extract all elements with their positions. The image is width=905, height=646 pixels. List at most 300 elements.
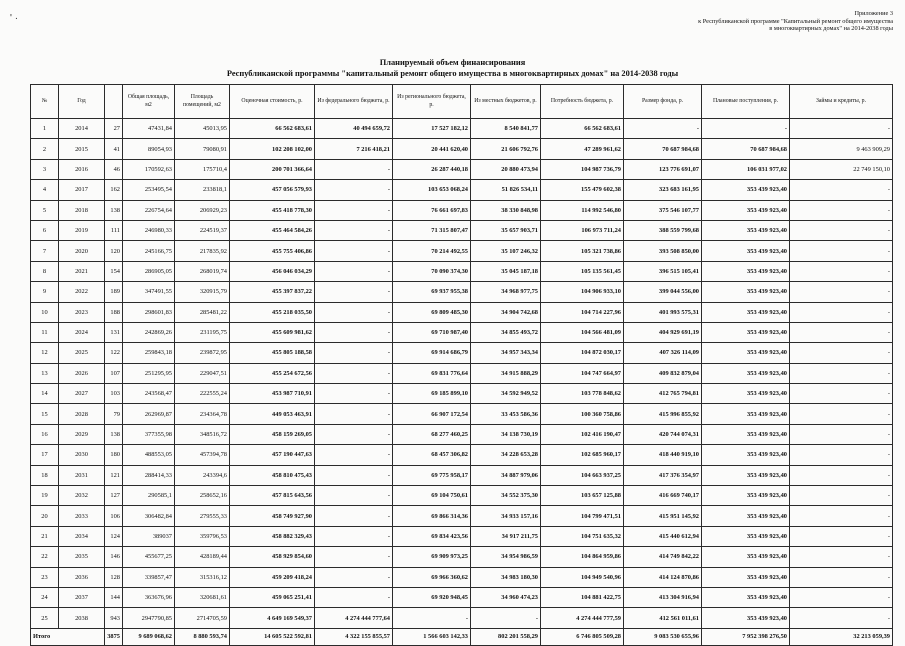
table-cell: 105 321 738,86 <box>541 241 624 261</box>
table-cell: 420 744 074,31 <box>624 424 702 444</box>
table-cell: 2027 <box>59 384 105 404</box>
table-cell: 106 031 977,02 <box>702 159 790 179</box>
table-cell: 121 <box>105 465 123 485</box>
table-cell: 69 834 423,56 <box>393 526 471 546</box>
table-cell: 104 881 422,75 <box>541 587 624 607</box>
table-cell: 138 <box>105 424 123 444</box>
table-cell: 393 508 850,00 <box>624 241 702 261</box>
header-cell: Размер фонда, р. <box>624 85 702 119</box>
table-row <box>31 261 893 281</box>
table-cell: 401 993 575,31 <box>624 302 702 322</box>
table-cell: 105 135 561,45 <box>541 261 624 281</box>
table-cell: 9 <box>31 282 59 302</box>
table-cell: 144 <box>105 587 123 607</box>
table-cell: 22 749 150,10 <box>790 159 893 179</box>
table-cell: 34 855 493,72 <box>471 322 541 342</box>
table-cell: - <box>702 119 790 139</box>
table-cell: 226754,64 <box>123 200 175 220</box>
table-cell: 388 559 799,68 <box>624 220 702 240</box>
table-cell: 2035 <box>59 547 105 567</box>
table-cell: - <box>790 200 893 220</box>
table-cell: - <box>315 220 393 240</box>
table-cell: 7 216 418,21 <box>315 139 393 159</box>
total-cell: 9 689 068,62 <box>123 628 175 645</box>
table-cell: 2024 <box>59 322 105 342</box>
table-cell: 222555,24 <box>175 384 230 404</box>
table-cell: 69 710 987,40 <box>393 322 471 342</box>
table-cell: 103 653 068,24 <box>393 180 471 200</box>
table-cell: 106 973 711,24 <box>541 220 624 240</box>
table-cell: - <box>315 384 393 404</box>
table-cell: 21 <box>31 526 59 546</box>
table-cell: 1 <box>31 119 59 139</box>
table-cell: - <box>315 343 393 363</box>
table-cell: 104 566 481,09 <box>541 322 624 342</box>
table-cell: 41 <box>105 139 123 159</box>
appendix-note <box>613 10 893 33</box>
table-cell: - <box>790 567 893 587</box>
table-cell: 34 954 986,59 <box>471 547 541 567</box>
table-cell: 4 274 444 777,64 <box>315 608 393 628</box>
table-cell: - <box>790 261 893 281</box>
table-cell: - <box>790 608 893 628</box>
table-cell: 409 832 879,04 <box>624 363 702 383</box>
table-cell: 458 882 329,43 <box>230 526 315 546</box>
table-cell: - <box>790 465 893 485</box>
table-cell: 104 872 030,17 <box>541 343 624 363</box>
table-cell: - <box>790 119 893 139</box>
table-cell: - <box>790 322 893 342</box>
table-row <box>31 343 893 363</box>
table-cell: 102 208 102,00 <box>230 139 315 159</box>
table-cell: 107 <box>105 363 123 383</box>
table-cell: 458 810 475,43 <box>230 465 315 485</box>
table-cell: 2019 <box>59 220 105 240</box>
table-cell: 189 <box>105 282 123 302</box>
table-cell: 353 439 923,40 <box>702 322 790 342</box>
table-cell: 455 609 981,62 <box>230 322 315 342</box>
table-cell: 353 439 923,40 <box>702 404 790 424</box>
table-cell: 268019,74 <box>175 261 230 281</box>
table-cell: - <box>790 486 893 506</box>
table-cell: 353 439 923,40 <box>702 180 790 200</box>
table-cell: 114 992 546,80 <box>541 200 624 220</box>
table-cell: 353 439 923,40 <box>702 608 790 628</box>
table-cell: 2033 <box>59 506 105 526</box>
table-body <box>31 119 893 646</box>
table-row <box>31 445 893 465</box>
table-cell: 2023 <box>59 302 105 322</box>
table-cell: 34 915 888,29 <box>471 363 541 383</box>
total-cell: 8 880 593,74 <box>175 628 230 645</box>
table-cell: 315316,12 <box>175 567 230 587</box>
table-cell: 224519,37 <box>175 220 230 240</box>
table-cell: 488553,05 <box>123 445 175 465</box>
table-cell: - <box>315 404 393 424</box>
total-cell: 14 605 522 592,81 <box>230 628 315 645</box>
table-cell: 35 107 246,32 <box>471 241 541 261</box>
table-row <box>31 608 893 628</box>
table-cell: 111 <box>105 220 123 240</box>
table-cell: 2016 <box>59 159 105 179</box>
table-row <box>31 526 893 546</box>
table-cell: 17 <box>31 445 59 465</box>
title-line-2: Республиканской программы "капитальный ремонт общего имущества в многоквартирных домах" на 2014-2038 годы <box>226 68 679 78</box>
financing-table <box>30 84 893 646</box>
table-cell: 8 540 841,77 <box>471 119 541 139</box>
table-cell: 417 376 354,97 <box>624 465 702 485</box>
table-cell: 413 304 916,94 <box>624 587 702 607</box>
table-cell: 217835,92 <box>175 241 230 261</box>
table-cell: 279555,33 <box>175 506 230 526</box>
table-cell: 35 045 187,18 <box>471 261 541 281</box>
table-cell: 146 <box>105 547 123 567</box>
table-cell: 34 904 742,68 <box>471 302 541 322</box>
table-cell: 102 416 190,47 <box>541 424 624 444</box>
table-cell: 2028 <box>59 404 105 424</box>
table-cell: 414 124 870,86 <box>624 567 702 587</box>
table-cell: 5 <box>31 200 59 220</box>
table-cell: 69 831 776,64 <box>393 363 471 383</box>
table-cell: 2032 <box>59 486 105 506</box>
table-cell: 396 515 105,41 <box>624 261 702 281</box>
table-cell: 9 463 909,29 <box>790 139 893 159</box>
table-cell: 34 933 157,16 <box>471 506 541 526</box>
header-cell: № <box>31 85 59 119</box>
table-cell: - <box>790 220 893 240</box>
table-cell: 428189,44 <box>175 547 230 567</box>
table-row <box>31 486 893 506</box>
table-cell: 320915,79 <box>175 282 230 302</box>
table-cell: 353 439 923,40 <box>702 465 790 485</box>
table-cell: 206929,23 <box>175 200 230 220</box>
table-cell: 453 987 710,91 <box>230 384 315 404</box>
table-cell: 2029 <box>59 424 105 444</box>
table-cell: 25 <box>31 608 59 628</box>
table-cell: 353 439 923,40 <box>702 587 790 607</box>
table-cell: 285481,22 <box>175 302 230 322</box>
table-cell: 69 937 955,38 <box>393 282 471 302</box>
table-cell: - <box>790 445 893 465</box>
table-cell: 38 330 848,98 <box>471 200 541 220</box>
table-cell: - <box>315 363 393 383</box>
table-row <box>31 180 893 200</box>
table-cell: 20 <box>31 506 59 526</box>
table-cell: 45013,95 <box>175 119 230 139</box>
table-cell: 103 657 125,88 <box>541 486 624 506</box>
table-cell: 34 960 474,23 <box>471 587 541 607</box>
table-cell: 233818,1 <box>175 180 230 200</box>
table-cell: 4 <box>31 180 59 200</box>
table-cell: 456 046 034,29 <box>230 261 315 281</box>
table-cell: 69 966 360,62 <box>393 567 471 587</box>
table-cell: 353 439 923,40 <box>702 445 790 465</box>
table-cell: 15 <box>31 404 59 424</box>
table-cell: 40 494 659,72 <box>315 119 393 139</box>
table-cell: 455 218 035,50 <box>230 302 315 322</box>
table-cell: 11 <box>31 322 59 342</box>
table-cell: 2015 <box>59 139 105 159</box>
table-cell: 66 907 172,54 <box>393 404 471 424</box>
table-header-row <box>31 85 893 119</box>
table-cell: 23 <box>31 567 59 587</box>
table-row <box>31 139 893 159</box>
table-cell: 363676,96 <box>123 587 175 607</box>
table-cell: 21 606 792,76 <box>471 139 541 159</box>
header-cell: Из регионального бюджета, р. <box>393 85 471 119</box>
table-cell: 458 749 927,90 <box>230 506 315 526</box>
table-row <box>31 506 893 526</box>
total-cell: 802 201 558,29 <box>471 628 541 645</box>
table-cell: 4 274 444 777,59 <box>541 608 624 628</box>
table-cell: 414 749 842,22 <box>624 547 702 567</box>
table-row <box>31 424 893 444</box>
table-cell: 353 439 923,40 <box>702 547 790 567</box>
table-cell: 170592,63 <box>123 159 175 179</box>
table-cell: - <box>315 486 393 506</box>
table-cell: 12 <box>31 343 59 363</box>
table-cell: 458 929 854,60 <box>230 547 315 567</box>
table-row <box>31 587 893 607</box>
table-cell: - <box>393 608 471 628</box>
table-cell: 262969,87 <box>123 404 175 424</box>
table-cell: - <box>315 282 393 302</box>
table-cell: 234364,78 <box>175 404 230 424</box>
table-cell: 239872,95 <box>175 343 230 363</box>
table-cell: 122 <box>105 343 123 363</box>
table-cell: 104 799 471,51 <box>541 506 624 526</box>
table-cell: 229047,51 <box>175 363 230 383</box>
table-cell: - <box>790 404 893 424</box>
table-cell: 2022 <box>59 282 105 302</box>
table-cell: - <box>790 384 893 404</box>
table-cell: 46 <box>105 159 123 179</box>
table-cell: 104 949 540,96 <box>541 567 624 587</box>
table-cell: 3 <box>31 159 59 179</box>
table-cell: 70 090 374,30 <box>393 261 471 281</box>
table-cell: - <box>315 261 393 281</box>
table-cell: 127 <box>105 486 123 506</box>
table-cell: - <box>315 241 393 261</box>
table-cell: 104 987 736,79 <box>541 159 624 179</box>
table-cell: 34 228 653,28 <box>471 445 541 465</box>
table-cell: 323 683 161,95 <box>624 180 702 200</box>
header-cell: Потребность бюджета, р. <box>541 85 624 119</box>
table-cell: 10 <box>31 302 59 322</box>
header-cell: Год <box>59 85 105 119</box>
table-cell: 253495,54 <box>123 180 175 200</box>
table-cell: 455 755 406,86 <box>230 241 315 261</box>
table-cell: 449 053 463,91 <box>230 404 315 424</box>
table-row <box>31 220 893 240</box>
table-cell: 455 254 672,56 <box>230 363 315 383</box>
total-row <box>31 628 893 645</box>
appendix-line-2: к Республиканской программе "Капитальный ремонт общего имущества <box>698 17 893 25</box>
table-cell: 120 <box>105 241 123 261</box>
table-cell: - <box>790 526 893 546</box>
table-cell: 47431,84 <box>123 119 175 139</box>
table-cell: 104 747 664,97 <box>541 363 624 383</box>
table-cell: - <box>790 343 893 363</box>
table-cell: 353 439 923,40 <box>702 363 790 383</box>
table-cell: 375 546 107,77 <box>624 200 702 220</box>
title-line-1: Планируемый объем финансирования <box>379 58 526 67</box>
table-cell: - <box>315 506 393 526</box>
table-cell: 243394,6 <box>175 465 230 485</box>
table-cell: - <box>624 119 702 139</box>
table-cell: 68 457 306,82 <box>393 445 471 465</box>
total-cell: 32 213 059,39 <box>790 628 893 645</box>
header-cell: Из федерального бюджета, р. <box>315 85 393 119</box>
table-cell: 242869,26 <box>123 322 175 342</box>
page-mark: ' · <box>10 13 19 24</box>
total-cell: 3875 <box>105 628 123 645</box>
table-cell: 103 <box>105 384 123 404</box>
table-cell: 69 775 958,17 <box>393 465 471 485</box>
table-cell: 2025 <box>59 343 105 363</box>
table-cell: 104 906 933,10 <box>541 282 624 302</box>
table-cell: 79 <box>105 404 123 424</box>
table-cell: 457 190 447,63 <box>230 445 315 465</box>
table-cell: 102 685 960,17 <box>541 445 624 465</box>
table-cell: - <box>315 547 393 567</box>
header-cell: Из местных бюджетов, р. <box>471 85 541 119</box>
table-cell: 2714705,59 <box>175 608 230 628</box>
header-cell: Займы и кредиты, р. <box>790 85 893 119</box>
table-cell: 415 951 145,92 <box>624 506 702 526</box>
table-cell: 33 453 586,36 <box>471 404 541 424</box>
table-cell: 89054,93 <box>123 139 175 159</box>
table-cell: 154 <box>105 261 123 281</box>
table-cell: 104 751 635,32 <box>541 526 624 546</box>
table-cell: - <box>315 445 393 465</box>
table-cell: 353 439 923,40 <box>702 526 790 546</box>
table-cell: 70 214 492,55 <box>393 241 471 261</box>
table-cell: 20 441 620,40 <box>393 139 471 159</box>
table-cell: 415 440 612,94 <box>624 526 702 546</box>
table-cell: 353 439 923,40 <box>702 241 790 261</box>
header-cell: Площадь помещений, м2 <box>175 85 230 119</box>
table-cell: - <box>790 282 893 302</box>
table-cell: 34 968 977,75 <box>471 282 541 302</box>
table-cell: 76 661 697,83 <box>393 200 471 220</box>
table-cell: 27 <box>105 119 123 139</box>
table-cell: 69 866 314,36 <box>393 506 471 526</box>
table-cell: 124 <box>105 526 123 546</box>
total-cell: 4 322 155 855,57 <box>315 628 393 645</box>
table-cell: 128 <box>105 567 123 587</box>
table-cell: 2017 <box>59 180 105 200</box>
table-cell: 175710,4 <box>175 159 230 179</box>
table-cell: 34 138 730,19 <box>471 424 541 444</box>
table-cell: 106 <box>105 506 123 526</box>
table-cell: 66 562 683,61 <box>230 119 315 139</box>
table-cell: 407 326 114,09 <box>624 343 702 363</box>
table-cell: 457 815 643,56 <box>230 486 315 506</box>
table-cell: 359796,53 <box>175 526 230 546</box>
table-row <box>31 547 893 567</box>
header-cell: Плановые поступления, р. <box>702 85 790 119</box>
table-cell: 348516,72 <box>175 424 230 444</box>
table-cell: 123 776 691,07 <box>624 159 702 179</box>
table-cell: 26 287 440,18 <box>393 159 471 179</box>
table-cell: 339857,47 <box>123 567 175 587</box>
table-cell: - <box>790 587 893 607</box>
table-cell: 243568,47 <box>123 384 175 404</box>
total-cell: 9 083 530 655,96 <box>624 628 702 645</box>
table-cell: 459 209 418,24 <box>230 567 315 587</box>
table-cell: - <box>315 465 393 485</box>
table-cell: 455 397 837,22 <box>230 282 315 302</box>
table-cell: 69 185 899,10 <box>393 384 471 404</box>
table-cell: 20 880 473,94 <box>471 159 541 179</box>
table-cell: 455 418 778,30 <box>230 200 315 220</box>
table-cell: 104 864 959,86 <box>541 547 624 567</box>
table-cell: 353 439 923,40 <box>702 486 790 506</box>
table-cell: 70 687 984,68 <box>624 139 702 159</box>
table-cell: 2018 <box>59 200 105 220</box>
table-cell: 34 552 375,30 <box>471 486 541 506</box>
table-cell: 353 439 923,40 <box>702 261 790 281</box>
table-cell: 353 439 923,40 <box>702 200 790 220</box>
table-row <box>31 200 893 220</box>
table-cell: 347491,55 <box>123 282 175 302</box>
total-label: Итого <box>31 628 105 645</box>
table-cell: - <box>790 241 893 261</box>
table-cell: 22 <box>31 547 59 567</box>
table-cell: 353 439 923,40 <box>702 567 790 587</box>
table-cell: 51 826 534,11 <box>471 180 541 200</box>
table-cell: 162 <box>105 180 123 200</box>
table-cell: 24 <box>31 587 59 607</box>
table-cell: - <box>790 424 893 444</box>
table-cell: 69 920 948,45 <box>393 587 471 607</box>
table-cell: - <box>790 363 893 383</box>
table-cell: - <box>315 424 393 444</box>
table-cell: 100 360 758,86 <box>541 404 624 424</box>
table-cell: 71 315 807,47 <box>393 220 471 240</box>
table-cell: 17 527 182,12 <box>393 119 471 139</box>
table-row <box>31 567 893 587</box>
table-cell: 34 592 949,52 <box>471 384 541 404</box>
table-cell: 258652,16 <box>175 486 230 506</box>
table-cell: - <box>315 302 393 322</box>
table-cell: 459 065 251,41 <box>230 587 315 607</box>
table-cell: 34 983 180,30 <box>471 567 541 587</box>
appendix-line-1: Приложение 3 <box>854 10 893 17</box>
table-cell: 2030 <box>59 445 105 465</box>
appendix-line-3: в многоквартирных домах" на 2014-2038 годы <box>769 25 893 33</box>
table-cell: 2036 <box>59 567 105 587</box>
table-cell: 79080,91 <box>175 139 230 159</box>
table-cell: 245166,75 <box>123 241 175 261</box>
table-row <box>31 322 893 342</box>
table-cell: 353 439 923,40 <box>702 506 790 526</box>
table-cell: 2038 <box>59 608 105 628</box>
header-cell: Оценочная стоимость, р. <box>230 85 315 119</box>
table-row <box>31 404 893 424</box>
table-cell: 2947790,85 <box>123 608 175 628</box>
document-title <box>0 58 905 79</box>
table-cell: 18 <box>31 465 59 485</box>
table-cell: 353 439 923,40 <box>702 282 790 302</box>
table-cell: 138 <box>105 200 123 220</box>
table-cell: 353 439 923,40 <box>702 384 790 404</box>
table-cell: 251295,95 <box>123 363 175 383</box>
table-cell: 353 439 923,40 <box>702 424 790 444</box>
table-row <box>31 363 893 383</box>
table-row <box>31 282 893 302</box>
